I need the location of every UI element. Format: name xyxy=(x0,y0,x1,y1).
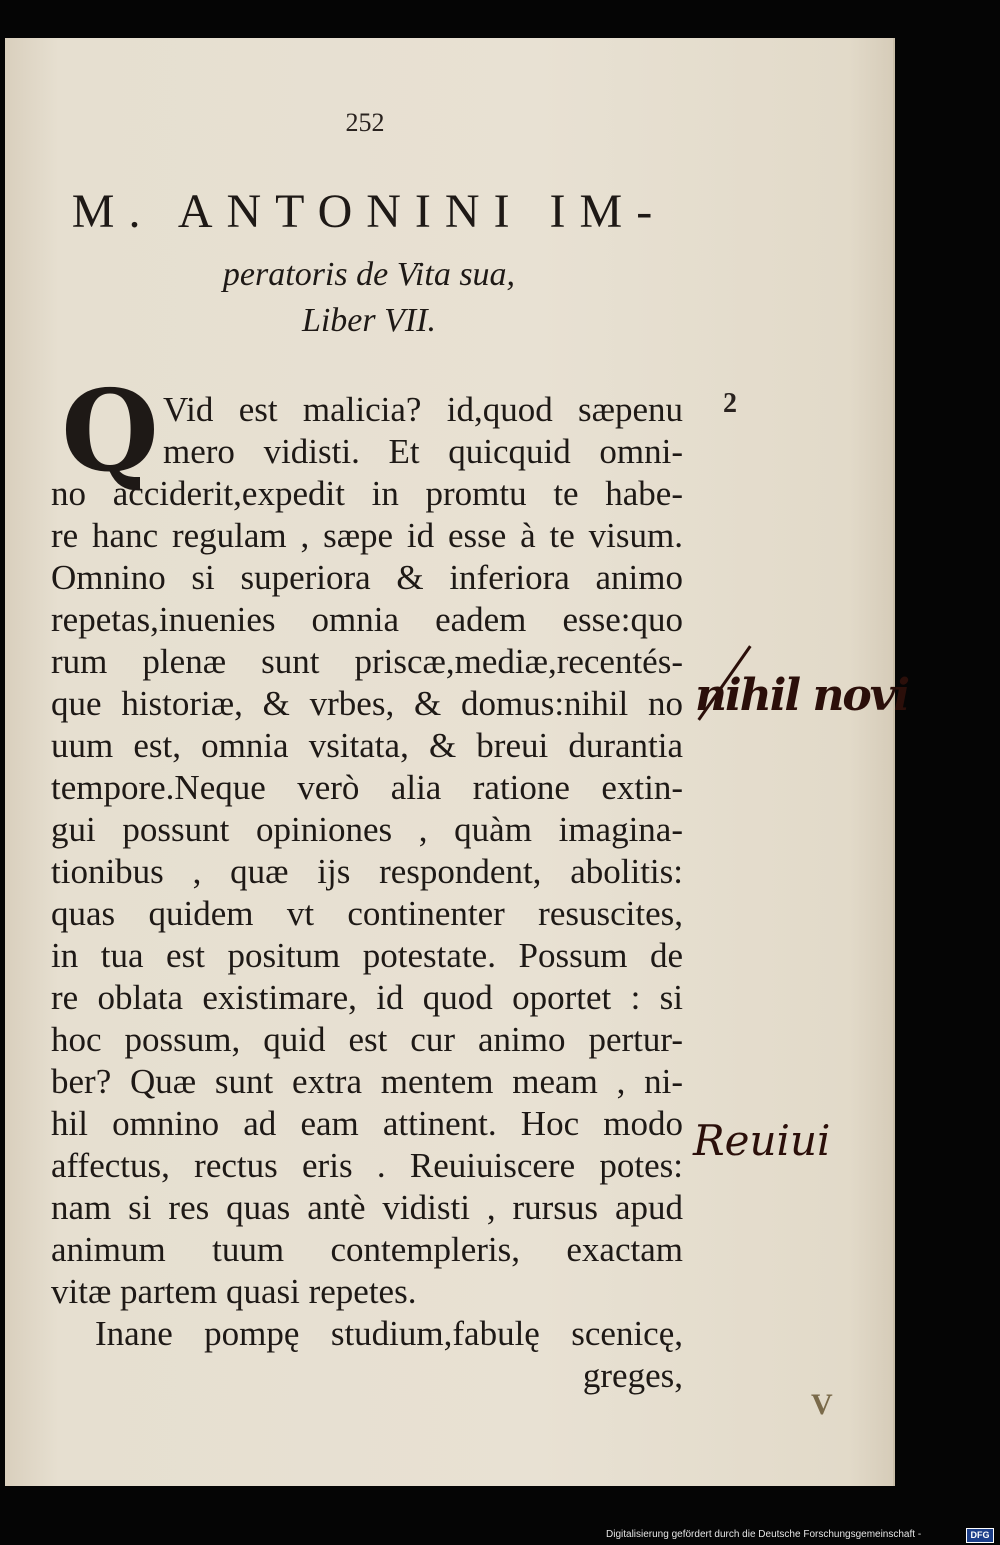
book-page xyxy=(5,38,909,1486)
subtitle-line-1: peratoris de Vita sua, xyxy=(222,256,516,293)
text-line: Omnino si superiora & inferiora animo xyxy=(51,558,683,597)
margin-number: 2 xyxy=(723,388,737,419)
text-line: quas quidem vt continenter resuscites, xyxy=(51,894,683,933)
drop-cap: Q xyxy=(61,366,159,497)
text-line: vitæ partem quasi repetes. xyxy=(51,1272,417,1311)
text-line: uum est, omnia vsitata, & breui durantia xyxy=(51,726,683,765)
digitization-credit: Digitalisierung gefördert durch die Deutsche Forschungsgemeinschaft - xyxy=(606,1529,922,1540)
text-line: Vid est malicia? id,quod sæpenu xyxy=(163,390,683,429)
text-line: hoc possum, quid est cur animo pertur- xyxy=(51,1020,683,1059)
text-line: animum tuum contempleris, exactam xyxy=(51,1230,683,1269)
text-line: affectus, rectus eris . Reuiuiscere potes: xyxy=(51,1146,683,1185)
text-line: gui possunt opiniones , quàm imagina- xyxy=(51,810,683,849)
text-line: ber? Quæ sunt extra mentem meam , ni- xyxy=(51,1062,683,1101)
text-line: nam si res quas antè vidisti , rursus apud xyxy=(51,1188,683,1227)
dfg-logo: DFG xyxy=(966,1528,994,1543)
text-line: que historiæ, & vrbes, & domus:nihil no xyxy=(51,684,683,723)
text-line: Inane pompę studium,fabulę scenicę, xyxy=(95,1314,683,1353)
page-number: 252 xyxy=(345,108,385,137)
page-title: M. ANTONINI IM- xyxy=(71,185,667,238)
text-line: rum plenæ sunt priscæ,mediæ,recentés- xyxy=(51,642,683,681)
text-line: re oblata existimare, id quod oportet : si xyxy=(51,978,683,1017)
handwritten-note: nihil novi xyxy=(695,670,909,721)
page-mark: V xyxy=(811,1388,833,1421)
subtitle-line-2: Liber VII. xyxy=(301,302,437,339)
catchword: greges, xyxy=(582,1356,683,1395)
handwritten-note: Reuiui xyxy=(693,1116,831,1165)
text-line: repetas,inuenies omnia eadem esse:quo xyxy=(51,600,683,639)
text-line: no acciderit,expedit in promtu te habe- xyxy=(51,474,683,513)
text-line: tionibus , quæ ijs respondent, abolitis: xyxy=(51,852,683,891)
text-line: mero vidisti. Et quicquid omni- xyxy=(163,432,683,471)
text-line: hil omnino ad eam attinent. Hoc modo xyxy=(51,1104,683,1143)
text-line: tempore.Neque verò alia ratione extin- xyxy=(51,768,683,807)
text-line: re hanc regulam , sæpe id esse à te visum. xyxy=(51,516,683,555)
text-line: in tua est positum potestate. Possum de xyxy=(51,936,683,975)
